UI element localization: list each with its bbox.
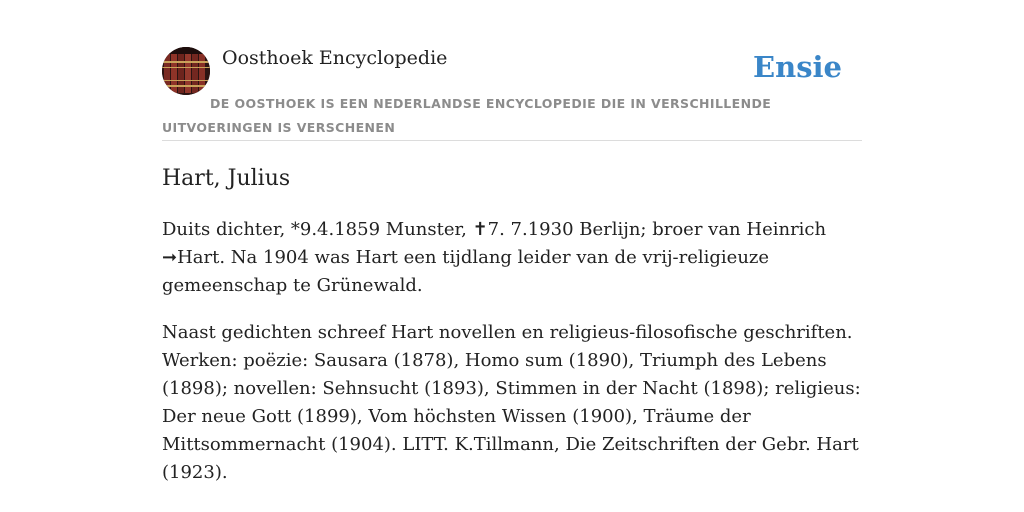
site-title[interactable]: Oosthoek Encyclopedie bbox=[222, 47, 448, 69]
entry-paragraph-1 bbox=[162, 216, 862, 300]
paragraph-text: Duits dichter, *9.4.1859 Munster, ✝7. 7.1930 Berlijn; broer van Heinrich bbox=[162, 219, 827, 240]
book-spines-icon bbox=[162, 47, 210, 95]
site-header bbox=[162, 46, 862, 141]
paragraph-text: . Na 1904 was Hart een tijdlang leider van de vrij-religieuze gemeenschap te Grünewald. bbox=[162, 247, 770, 296]
site-tagline: DE OOSTHOEK IS EEN NEDERLANDSE ENCYCLOPEDIE DIE IN VERSCHILLENDE UITVOERINGEN IS VERSCHENEN bbox=[162, 96, 772, 135]
entry-paragraph-2: Naast gedichten schreef Hart novellen en religieus-filosofische geschriften. Werken: poëzie: Sausara (1878), Homo sum (1890), Triumph des Lebens (1898); novellen: Sehnsucht (1893), Stimmen in der Nacht (1898); religieus: Der neue Gott (1899), Vom höchsten Wissen (1900), Träume der Mittsommernacht (1904). LITT. K.Tillmann, Die Zeitschriften der Gebr. Hart (1923). bbox=[162, 322, 861, 483]
encyclopedia-avatar[interactable] bbox=[162, 47, 210, 95]
entry-title: Hart, Julius bbox=[162, 166, 291, 191]
entry-content bbox=[162, 162, 862, 487]
brand-logo[interactable]: Ensie bbox=[753, 50, 842, 84]
cross-reference-link[interactable]: ➞Hart bbox=[162, 247, 220, 268]
